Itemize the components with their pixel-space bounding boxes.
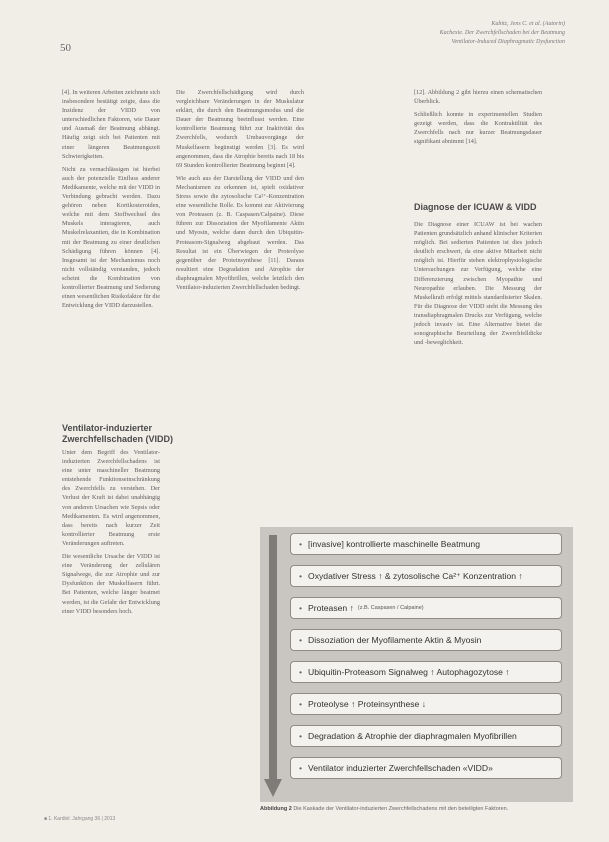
figure-caption	[260, 805, 570, 813]
paragraph: Die Diagnose einer ICUAW ist bei wachen Patienten grundsätzlich anhand klinischer Kriterien möglich. Bei sedierten Patienten ist dies jedoch deutlich erschwert, da eine aktive Mitarbeit nicht möglich ist. Hierfür stehen elektrophysiologische Untersuchungen zur Verfügung, welche eine Differenzierung zwischen Myopathie und Neuropathie erlauben. Die Messung der Muskelkraft erfolgt mittels standardisierter Skalen. Für die Diagnose der VIDD steht die Messung des transdiaphragmalen Drucks zur Verfügung, welche jedoch invasiv ist. Eine Alternative bietet die sonographische Beurteilung der Zwerchfelldicke und -beweglichkeit.	[414, 221, 542, 347]
paragraph: [4]. In weiteren Arbeiten zeichnete sich insbesondere bestätigt zeigte, dass die Inzidenz der VIDD von unterschiedlichen Faktoren, wie Dauer und Ausmaß der Beatmung abhängt. Häufig zeigt sich bei Patienten mit einer längeren Beatmungszeit Schwierigkeiten.	[62, 89, 160, 160]
step-label: Oxydativer Stress ↑ & zytosolische Ca²⁺ Konzentration ↑	[308, 570, 523, 581]
paragraph: [12]. Abbildung 2 gibt hierzu einen schematischen Überblick.	[414, 89, 542, 106]
cascade-step	[290, 693, 562, 715]
paragraph: Wie auch aus der Darstellung der VIDD und den Mechanismen zu erkennen ist, spielt oxidativer Stress sowie die zytosolische Ca²⁺-Konzentration eine wesentliche Rolle. Es kommt zur Aktivierung von Proteasen (z. B. Caspasen/Calpaine). Diese führen zur Dissoziation der Myofilamente Aktin und Myosin, welche dann durch den Ubiquitin-Proteasom-Signalweg abgebaut werden. Das Resultat ist ein Überwiegen der Proteolyse gegenüber der Proteinsynthese [11]. Daraus resultiert eine Degradation und Atrophie der diaphragmalen Myofibrillen, welche letztlich den Ventilator-induzierten Zwerchfellschaden bedingt.	[176, 174, 304, 291]
paragraph: Unter dem Begriff des Ventilator-induzierten Zwerchfellschadens ist eine unter maschineller Beatmung entstehende Funktionseinschränkung des Zwerchfells zu verstehen. Der Verlust der Kraft ist dabei unabhängig von anderen Ursachen wie Sepsis oder Medikamenten. Es wird angenommen, dass bereits nach kurzer Zeit kontrollierter Beatmung erste Veränderungen auftreten.	[62, 449, 160, 547]
caption-text: Die Kaskade der Ventilator-induzierten Zwerchfellschadens mit den beteiligten Faktoren.	[293, 806, 509, 812]
step-sublabel: (z.B. Caspasen / Calpaine)	[357, 605, 424, 611]
bullet-icon: •	[299, 731, 303, 741]
body-column-3	[414, 88, 542, 151]
cascade-step	[290, 725, 562, 747]
bullet-icon: •	[299, 699, 303, 709]
paragraph: Die Zwerchfellschädigung wird durch vergleichbare Veränderungen in der Muskulatur erklärt, die durch den Beatmungsmodus und die Dauer der Beatmung beeinflusst werden. Eine kontrollierte Beatmung führt zur Inaktivität des Zwerchfells, wodurch Umbauvorgänge der Muskelfasern begünstigt werden [3]. Es wird angenommen, dass die Atrophie bereits nach 18 bis 69 Stunden kontrollierter Beatmung beginnt [4].	[176, 89, 304, 169]
down-arrow-icon	[264, 535, 282, 797]
body-column-3b	[414, 220, 542, 351]
step-label: Proteasen ↑	[308, 603, 354, 613]
page-number: 50	[60, 42, 71, 54]
cascade-step	[290, 629, 562, 651]
step-label: Proteolyse ↑ Proteinsynthese ↓	[308, 699, 426, 709]
bullet-icon: •	[299, 667, 303, 677]
bullet-icon: •	[299, 571, 303, 581]
section-heading-vidd: Ventilator-induzierter Zwerchfellschaden (VIDD)	[62, 423, 174, 444]
step-label: Dissoziation der Myofilamente Aktin & Myosin	[308, 635, 482, 645]
running-head-line: Kubitz, Jens C. et al. (Autorin)	[491, 21, 565, 27]
bullet-icon: •	[299, 539, 303, 549]
cascade-step	[290, 757, 562, 779]
step-label: [invasive] kontrollierte maschinelle Beatmung	[308, 539, 480, 549]
section-heading-diagnose: Diagnose der ICUAW & VIDD	[414, 202, 537, 212]
running-head	[325, 20, 565, 47]
cascade-step	[290, 533, 562, 555]
paragraph: Nicht zu vernachlässigen ist hierbei auch der potenzielle Einfluss anderer Medikamente, welche mit der VIDD in Verbindung gebracht werden. Dazu gehören neben Kortikosteroiden, welche mit dem Stoffwechsel des Muskels interagieren, auch Muskelrelaxantien, die in Kombination mit der Beatmung zu einer deutlichen Schädigung führen können [4]. Insgesamt ist der Mechanismus noch nicht vollständig verstanden, jedoch scheint die Kombination von kontrollierter Beatmung und Sedierung einen wesentlichen Risikofaktor für die Entwicklung der VIDD darzustellen.	[62, 165, 160, 310]
paragraph: Die wesentliche Ursache der VIDD ist eine Veränderung der zellulären Signalwege, die zur Atrophie und zur Dysfunktion der Muskelfasern führt. Bei Patienten, welche länger beatmet werden, ist die Gefahr der Entwicklung einer VIDD besonders hoch.	[62, 553, 160, 615]
step-label: Degradation & Atrophie der diaphragmalen Myofibrillen	[308, 731, 517, 741]
step-label: Ventilator induzierter Zwerchfellschaden «VIDD»	[308, 763, 493, 773]
caption-label: Abbildung 2	[260, 806, 292, 812]
running-head-line: Kachexie. Der Zwerchfellschaden bei der Beatmung	[439, 30, 565, 36]
body-column-2	[176, 88, 304, 296]
body-column-1	[62, 88, 160, 314]
bullet-icon: •	[299, 763, 303, 773]
page-footer: ■ 1. Kardiol. Jahrgang 36 | 2013	[44, 816, 116, 822]
body-column-1b	[62, 448, 160, 620]
figure-vidd-cascade	[260, 527, 573, 802]
cascade-step	[290, 565, 562, 587]
cascade-step	[290, 661, 562, 683]
bullet-icon: •	[299, 603, 303, 613]
running-head-line: Ventilator-Induced Diaphragmatic Dysfunction	[451, 39, 565, 45]
cascade-step	[290, 597, 562, 619]
paragraph: Schließlich konnte in experimentellen Studien gezeigt werden, dass die Kontraktilität des Zwerchfells nach nur kurzer Beatmungsdauer signifikant abnimmt [14].	[414, 111, 542, 146]
bullet-icon: •	[299, 635, 303, 645]
step-label: Ubiquitin-Proteasom Signalweg ↑ Autophagozytose ↑	[308, 667, 510, 677]
